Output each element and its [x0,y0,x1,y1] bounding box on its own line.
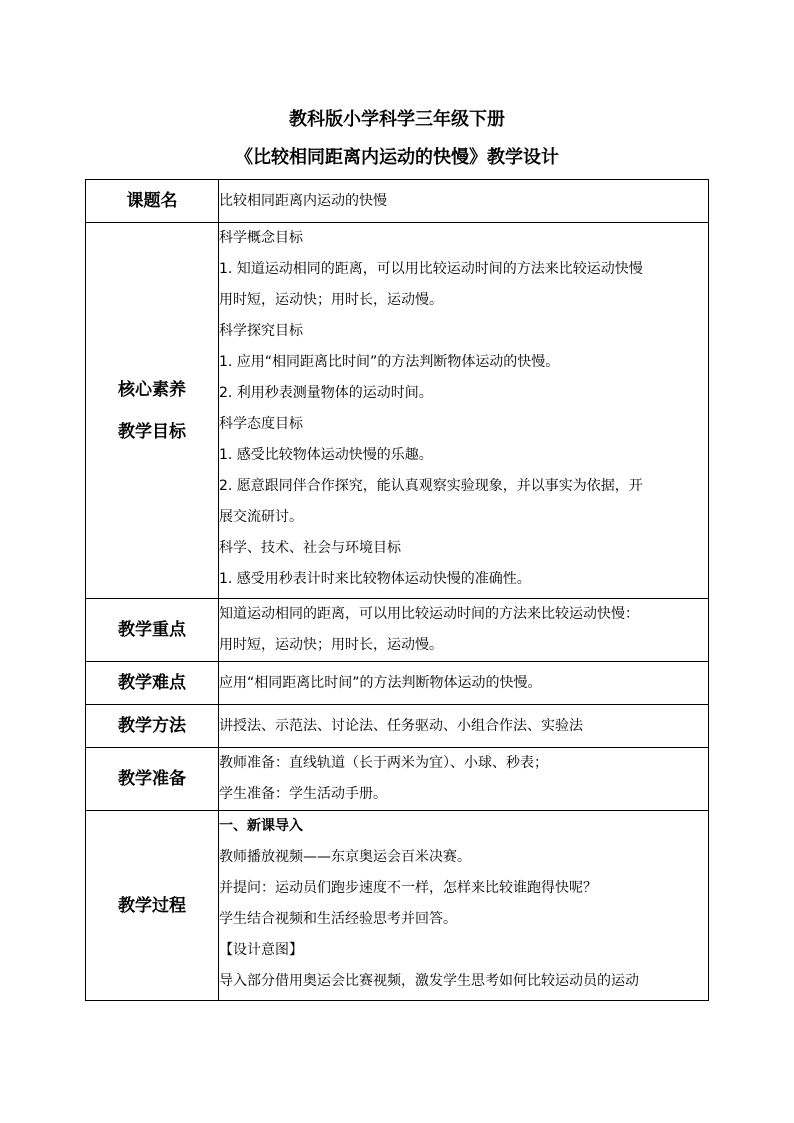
lesson-plan-table [85,179,709,1001]
table-row-key-points [86,599,709,662]
content-line: 【设计意图】 [219,942,303,958]
content-line: 教师播放视频——东京奥运会百米决赛。 [219,849,471,865]
content-line: 比较相同距离内运动的快慢 [219,192,387,209]
table-row-process [86,811,709,1001]
content-key-points [219,599,709,662]
table-row-topic [86,180,709,223]
content-line: 应用“相同距离比时间”的方法判断物体运动的快慢。 [219,674,542,691]
content-line: 2. 愿意跟同伴合作探究，能认真观察实验现象，并以事实为依据，开 [219,478,643,494]
content-line: 展交流研讨。 [219,509,303,525]
document-title: 教科版小学科学三年级下册 [289,109,505,130]
content-line: 学生结合视频和生活经验思考并回答。 [219,911,457,927]
content-line: 用时短，运动快；用时长，运动慢。 [219,292,443,308]
content-goals [219,223,709,599]
content-line: 科学概念目标 [219,230,303,246]
content-line: 知道运动相同的距离，可以用比较运动时间的方法来比较运动快慢： [219,606,639,622]
label-process: 教学过程 [86,811,219,1001]
document-subtitle: 《比较相同距离内运动的快慢》教学设计 [235,147,559,168]
label-goals: 核心素养 教学目标 [86,223,219,599]
label-key-points: 教学重点 [86,599,219,662]
content-process [219,811,709,1001]
content-line: 导入部分借用奥运会比赛视频，激发学生思考如何比较运动员的运动 [219,973,639,989]
content-line: 讲授法、示范法、讨论法、任务驱动、小组合作法、实验法 [219,717,583,734]
content-line: 1. 应用“相同距离比时间”的方法判断物体运动的快慢。 [219,354,560,370]
table-row-difficulties [86,662,709,705]
label-preparation: 教学准备 [86,748,219,811]
label-topic: 课题名 [86,180,219,223]
table-row-preparation [86,748,709,811]
content-line: 教师准备：直线轨道（长于两米为宜）、小球、秒表； [219,755,548,771]
content-line: 2. 利用秒表测量物体的运动时间。 [219,385,433,401]
content-line: 用时短，运动快；用时长，运动慢。 [219,637,443,653]
content-line: 1. 知道运动相同的距离，可以用比较运动时间的方法来比较运动快慢 [219,261,643,277]
content-difficulties [219,662,709,705]
content-line: 1. 感受比较物体运动快慢的乐趣。 [219,447,433,463]
section-heading: 一、新课导入 [219,818,303,834]
content-line: 1. 感受用秒表计时来比较物体运动快慢的准确性。 [219,571,531,587]
content-line: 并提问：运动员们跑步速度不一样，怎样来比较谁跑得快呢？ [219,880,597,896]
table-row-methods [86,705,709,748]
content-methods [219,705,709,748]
label-difficulties: 教学难点 [86,662,219,705]
content-line: 科学态度目标 [219,416,303,432]
table-row-goals [86,223,709,599]
content-line: 学生准备：学生活动手册。 [219,786,387,802]
content-topic [219,180,709,223]
content-line: 科学、技术、社会与环境目标 [219,540,401,556]
label-methods: 教学方法 [86,705,219,748]
content-line: 科学探究目标 [219,323,303,339]
content-preparation [219,748,709,811]
